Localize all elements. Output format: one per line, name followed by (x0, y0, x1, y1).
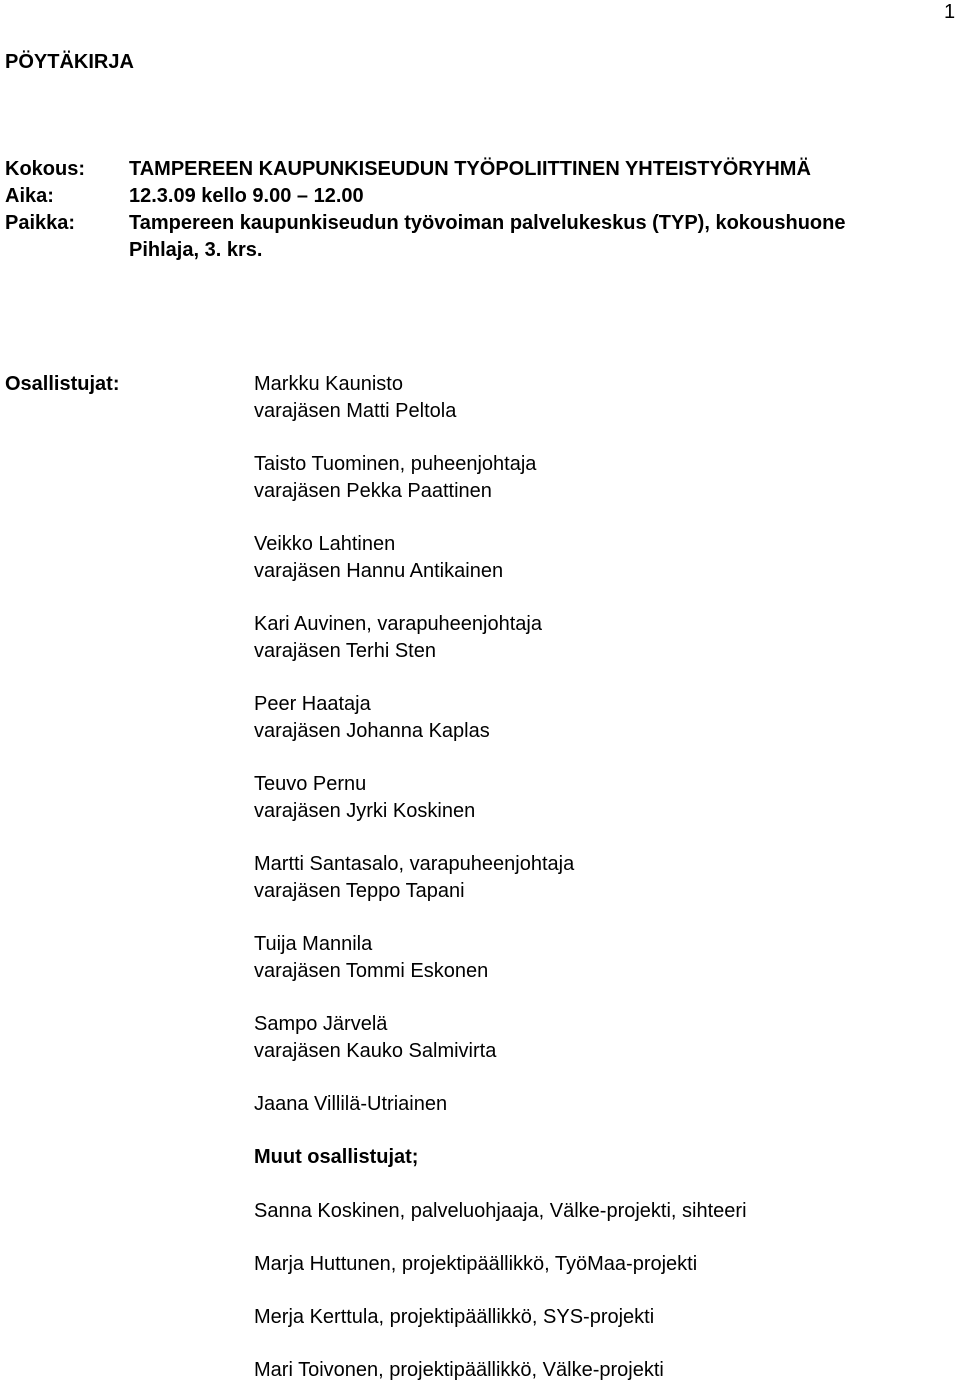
place-value-line1: Tampereen kaupunkiseudun työvoiman palvelukeskus (TYP), kokoushuone (129, 212, 846, 234)
place-value-line2: Pihlaja, 3. krs. (129, 239, 263, 261)
member-deputy: varajäsen Tommi Eskonen (254, 960, 489, 982)
participants-label: Osallistujat: (5, 373, 120, 395)
other-participant: Sanna Koskinen, palveluohjaaja, Välke-projekti, sihteeri (254, 1200, 747, 1222)
other-participant: Merja Kerttula, projektipäällikkö, SYS-projekti (254, 1306, 655, 1328)
place-label: Paikka: (5, 212, 76, 234)
member-deputy: varajäsen Pekka Paattinen (254, 480, 492, 502)
member-name: Kari Auvinen, varapuheenjohtaja (254, 613, 542, 635)
member-name: Sampo Järvelä (254, 1013, 388, 1035)
other-participant: Mari Toivonen, projektipäällikkö, Välke-projekti (254, 1359, 664, 1381)
member-name: Jaana Villilä-Utriainen (254, 1093, 448, 1115)
member-deputy: varajäsen Kauko Salmivirta (254, 1040, 497, 1062)
member-name: Martti Santasalo, varapuheenjohtaja (254, 853, 575, 875)
member-deputy: varajäsen Matti Peltola (254, 400, 457, 422)
meeting-value: TAMPEREEN KAUPUNKISEUDUN TYÖPOLIITTINEN YHTEISTYÖRYHMÄ (129, 158, 811, 180)
member-deputy: varajäsen Hannu Antikainen (254, 560, 504, 582)
member-name: Taisto Tuominen, puheenjohtaja (254, 453, 537, 475)
member-name: Markku Kaunisto (254, 373, 403, 395)
time-value: 12.3.09 kello 9.00 – 12.00 (129, 185, 364, 207)
member-name: Tuija Mannila (254, 933, 373, 955)
member-name: Veikko Lahtinen (254, 533, 396, 555)
member-name: Teuvo Pernu (254, 773, 367, 795)
member-deputy: varajäsen Jyrki Koskinen (254, 800, 476, 822)
time-label: Aika: (5, 185, 54, 207)
member-deputy: varajäsen Teppo Tapani (254, 880, 465, 902)
meeting-label: Kokous: (5, 158, 85, 180)
member-deputy: varajäsen Johanna Kaplas (254, 720, 490, 742)
other-participant: Marja Huttunen, projektipäällikkö, TyöMaa-projekti (254, 1253, 698, 1275)
member-name: Peer Haataja (254, 693, 371, 715)
document-title: PÖYTÄKIRJA (5, 51, 134, 73)
page-number: 1 (944, 1, 956, 23)
member-deputy: varajäsen Terhi Sten (254, 640, 436, 662)
other-participants-heading: Muut osallistujat; (254, 1146, 419, 1168)
